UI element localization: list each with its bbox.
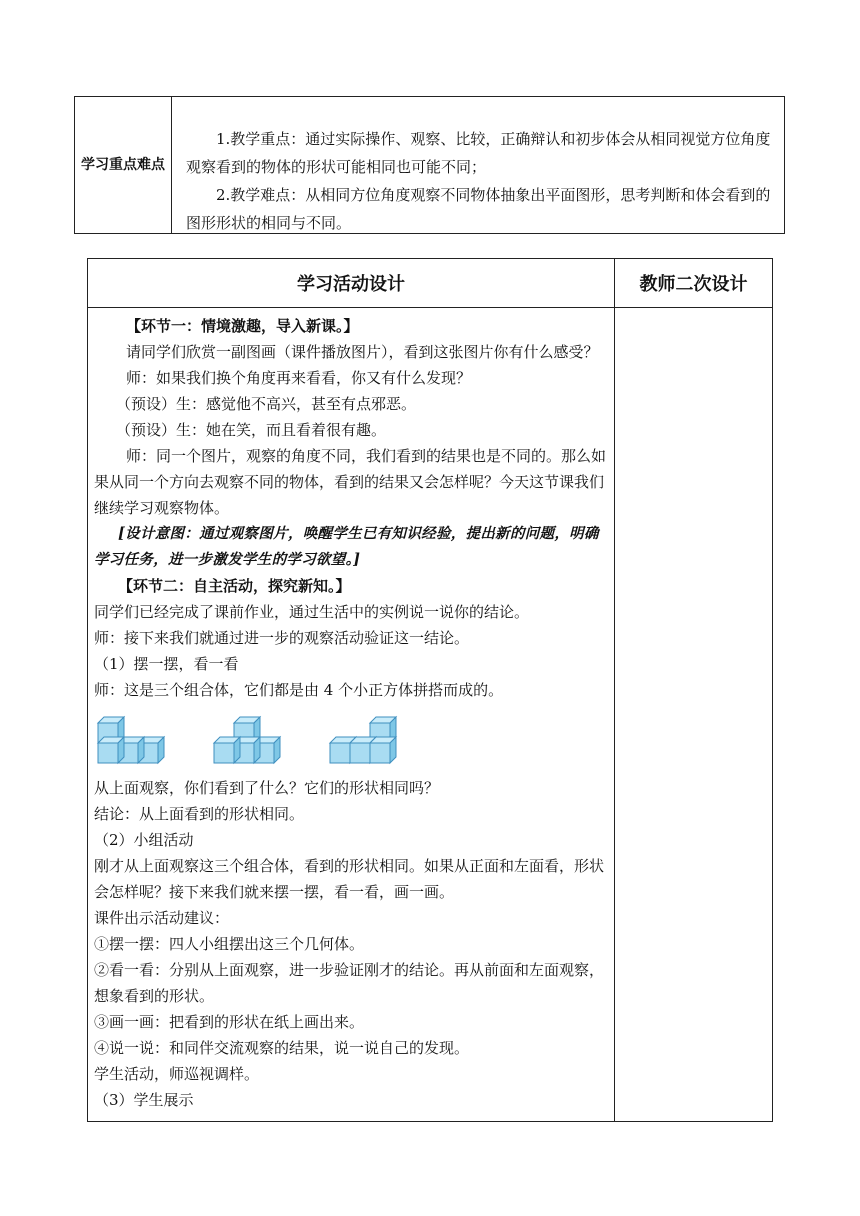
key-point-1: 1.教学重点：通过实际操作、观察、比较，正确辩认和初步体会从相同视觉方位角度观察看到的物体的形状可能相同也可能不同； — [186, 130, 771, 176]
design-intent-note: [设计意图：通过观察图片，唤醒学生已有知识经验，提出新的问题，明确学习任务，进一步激发学生的学习欲望。] — [94, 525, 599, 568]
figure-1 — [98, 717, 164, 763]
paragraph: 师：接下来我们就通过进一步的观察活动验证这一结论。 — [94, 629, 470, 647]
subheading: （2）小组活动 — [94, 831, 194, 849]
paragraph: 师：这是三个组合体，它们都是由 4 个小正方体拼搭而成的。 — [94, 681, 504, 699]
figure-3 — [330, 717, 396, 763]
paragraph: （预设）生：感觉他不高兴，甚至有点邪恶。 — [116, 395, 417, 413]
paragraph: 从上面观察，你们看到了什么？它们的形状相同吗？ — [94, 779, 440, 797]
paragraph: （预设）生：她在笑，而且看着很有趣。 — [116, 421, 387, 439]
key-points-content — [172, 97, 784, 233]
figure-2 — [214, 717, 280, 763]
key-points-label: 学习重点难点 — [75, 97, 172, 233]
paragraph: 结论：从上面看到的形状相同。 — [94, 805, 305, 823]
paragraph: 请同学们欣赏一副图画（课件播放图片），看到这张图片你有什么感受？ — [126, 343, 599, 361]
column-divider — [614, 259, 615, 1121]
paragraph: 师：同一个图片，观察的角度不同，我们看到的结果也是不同的。那么如果从同一个方向去观察不同的物体，看到的结果又会怎样呢？今天这节课我们继续学习观察物体。 — [94, 447, 607, 517]
key-point-2: 2.教学难点：从相同方位角度观察不同物体抽象出平面图形，思考判断和体会看到的图形形状的相同与不同。 — [186, 186, 771, 232]
subheading: （1）摆一摆，看一看 — [94, 655, 239, 673]
activity-design-table — [87, 258, 773, 1122]
paragraph: ②看一看：分别从上面观察，进一步验证刚才的结论。再从前面和左面观察，想象看到的形状。 — [94, 961, 605, 1005]
paragraph: 同学们已经完成了课前作业，通过生活中的实例说一说你的结论。 — [94, 603, 530, 621]
paragraph: 课件出示活动建议： — [94, 909, 230, 927]
paragraph: ①摆一摆：四人小组摆出这三个几何体。 — [94, 935, 365, 953]
paragraph: 刚才从上面观察这三个组合体，看到的形状相同。如果从正面和左面看，形状会怎样呢？接下来我们就来摆一摆，看一看，画一画。 — [94, 857, 605, 901]
paragraph: 师：如果我们换个角度再来看看，你又有什么发现？ — [126, 369, 472, 387]
cube-figures-illustration — [94, 703, 608, 775]
paragraph: 学生活动，师巡视调样。 — [94, 1065, 260, 1083]
paragraph: ③画一画：把看到的形状在纸上画出来。 — [94, 1013, 365, 1031]
section-one-heading: 【环节一：情境激趣，导入新课。】 — [126, 317, 359, 335]
subheading: （3）学生展示 — [94, 1091, 194, 1109]
header-activity-design: 学习活动设计 — [297, 274, 405, 295]
activity-content — [94, 313, 608, 1113]
key-points-table — [74, 96, 785, 234]
section-two-heading: 【环节二：自主活动，探究新知。】 — [118, 577, 351, 595]
cube-figures — [94, 703, 608, 775]
paragraph: ④说一说：和同伴交流观察的结果，说一说自己的发现。 — [94, 1039, 470, 1057]
header-teacher-redesign: 教师二次设计 — [639, 274, 748, 295]
